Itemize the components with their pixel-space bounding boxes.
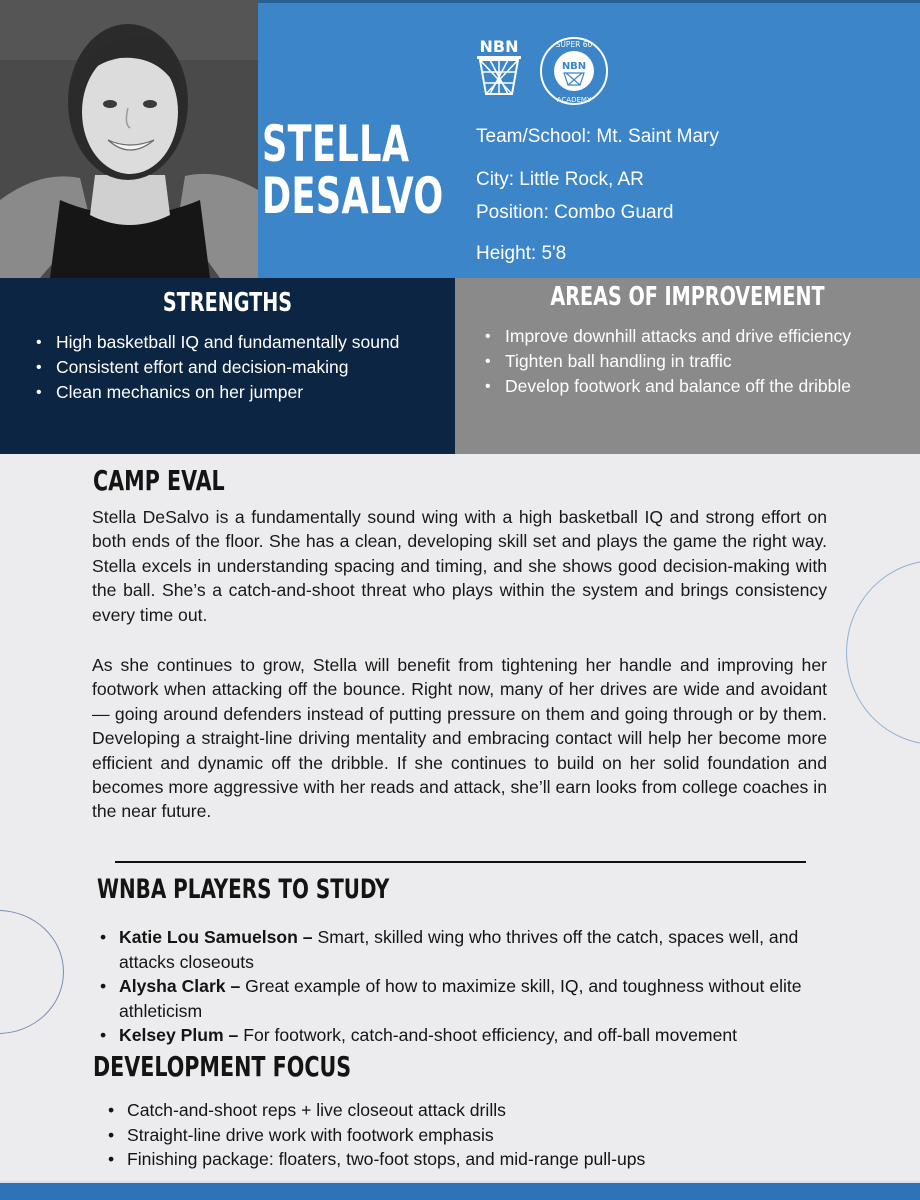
decorative-circle bbox=[0, 910, 64, 1034]
wnba-heading: WNBA PLAYERS TO STUDY bbox=[97, 874, 390, 905]
camp-eval-paragraph: As she continues to grow, Stella will benefit from tightening her handle and improving her footwork when attacking off the bounce. Right now, many of her drives are wide and avoidant — going around defenders instead of putting pressure on them and going through or by them. Developing a straight-line driving mentality and embracing contact will help her become more efficient and dynamic off the dribble. If she continues to build on her solid foundation and becomes more aggressive with her reads and attack, she’ll earn looks from college coaches in the near future. bbox=[92, 655, 827, 822]
list-item bbox=[100, 925, 820, 974]
player-note: For footwork, catch-and-shoot efficiency, and off-ball movement bbox=[238, 1025, 738, 1045]
list-item: • Tighten ball handling in traffic bbox=[485, 349, 900, 374]
nbn-logo-text: NBN bbox=[479, 37, 519, 56]
player-name-bold: Kelsey Plum – bbox=[119, 1025, 239, 1045]
development-heading: DEVELOPMENT FOCUS bbox=[93, 1050, 352, 1083]
section-divider bbox=[115, 861, 806, 863]
info-team: Team/School: Mt. Saint Mary bbox=[476, 126, 719, 147]
list-item: • High basketball IQ and fundamentally sound bbox=[36, 330, 436, 355]
development-list bbox=[108, 1098, 828, 1172]
badge-center-text: NBN bbox=[561, 61, 587, 72]
decorative-circle bbox=[846, 560, 920, 745]
player-photo bbox=[0, 0, 258, 278]
player-name bbox=[262, 115, 444, 225]
header-top-border bbox=[258, 0, 920, 3]
info-city: City: Little Rock, AR bbox=[476, 169, 644, 190]
player-note: Great example of how to maximize skill, IQ, and toughness without elite athleticism bbox=[119, 976, 802, 1021]
camp-eval-heading: CAMP EVAL bbox=[93, 464, 225, 497]
nbn-logos bbox=[474, 36, 624, 106]
super-60-academy-badge-icon bbox=[541, 38, 607, 104]
badge-bottom-text: ACADEMY bbox=[556, 96, 592, 104]
list-item bbox=[100, 1023, 820, 1048]
list-item: • Straight-line drive work with footwork emphasis bbox=[108, 1123, 828, 1148]
player-name-bold: Katie Lou Samuelson – bbox=[119, 927, 313, 947]
player-last-name: DESALVO bbox=[262, 167, 444, 225]
strengths-panel bbox=[0, 278, 455, 454]
wnba-players-list bbox=[100, 925, 820, 1048]
info-height: Height: 5'8 bbox=[476, 243, 567, 264]
camp-eval-paragraph: Stella DeSalvo is a fundamentally sound wing with a high basketball IQ and strong effort on both ends of the floor. She has a clean, developing skill set and plays the game the right way. Stella excels in understanding spacing and timing, and she shows good decision-making with the ball. She’s a catch-and-shoot threat who plays within the system and brings consistency every time out. bbox=[92, 507, 827, 625]
footer-band bbox=[0, 1183, 920, 1200]
list-item bbox=[100, 974, 820, 1023]
strengths-list bbox=[36, 330, 436, 405]
player-note: Smart, skilled wing who thrives off the catch, spaces well, and attacks closeouts bbox=[119, 927, 799, 972]
list-item: • Develop footwork and balance off the dribble bbox=[485, 374, 900, 399]
player-name-bold: Alysha Clark – bbox=[119, 976, 241, 996]
strengths-title: STRENGTHS bbox=[162, 288, 293, 318]
list-item: • Finishing package: floaters, two-foot stops, and mid-range pull-ups bbox=[108, 1147, 828, 1172]
badge-top-text: SUPER 60 bbox=[555, 40, 593, 49]
list-item: • Catch-and-shoot reps + live closeout attack drills bbox=[108, 1098, 828, 1123]
player-portrait-icon bbox=[0, 0, 258, 278]
info-position: Position: Combo Guard bbox=[476, 202, 674, 223]
nbn-basket-logo-icon bbox=[477, 37, 521, 94]
player-first-name: STELLA bbox=[262, 115, 410, 173]
list-item: • Consistent effort and decision-making bbox=[36, 355, 436, 380]
list-item: • Clean mechanics on her jumper bbox=[36, 380, 436, 405]
improvement-panel bbox=[455, 278, 920, 454]
improvement-list bbox=[485, 324, 900, 399]
improvement-title: AREAS OF IMPROVEMENT bbox=[550, 282, 825, 312]
list-item: • Improve downhill attacks and drive efficiency bbox=[485, 324, 900, 349]
